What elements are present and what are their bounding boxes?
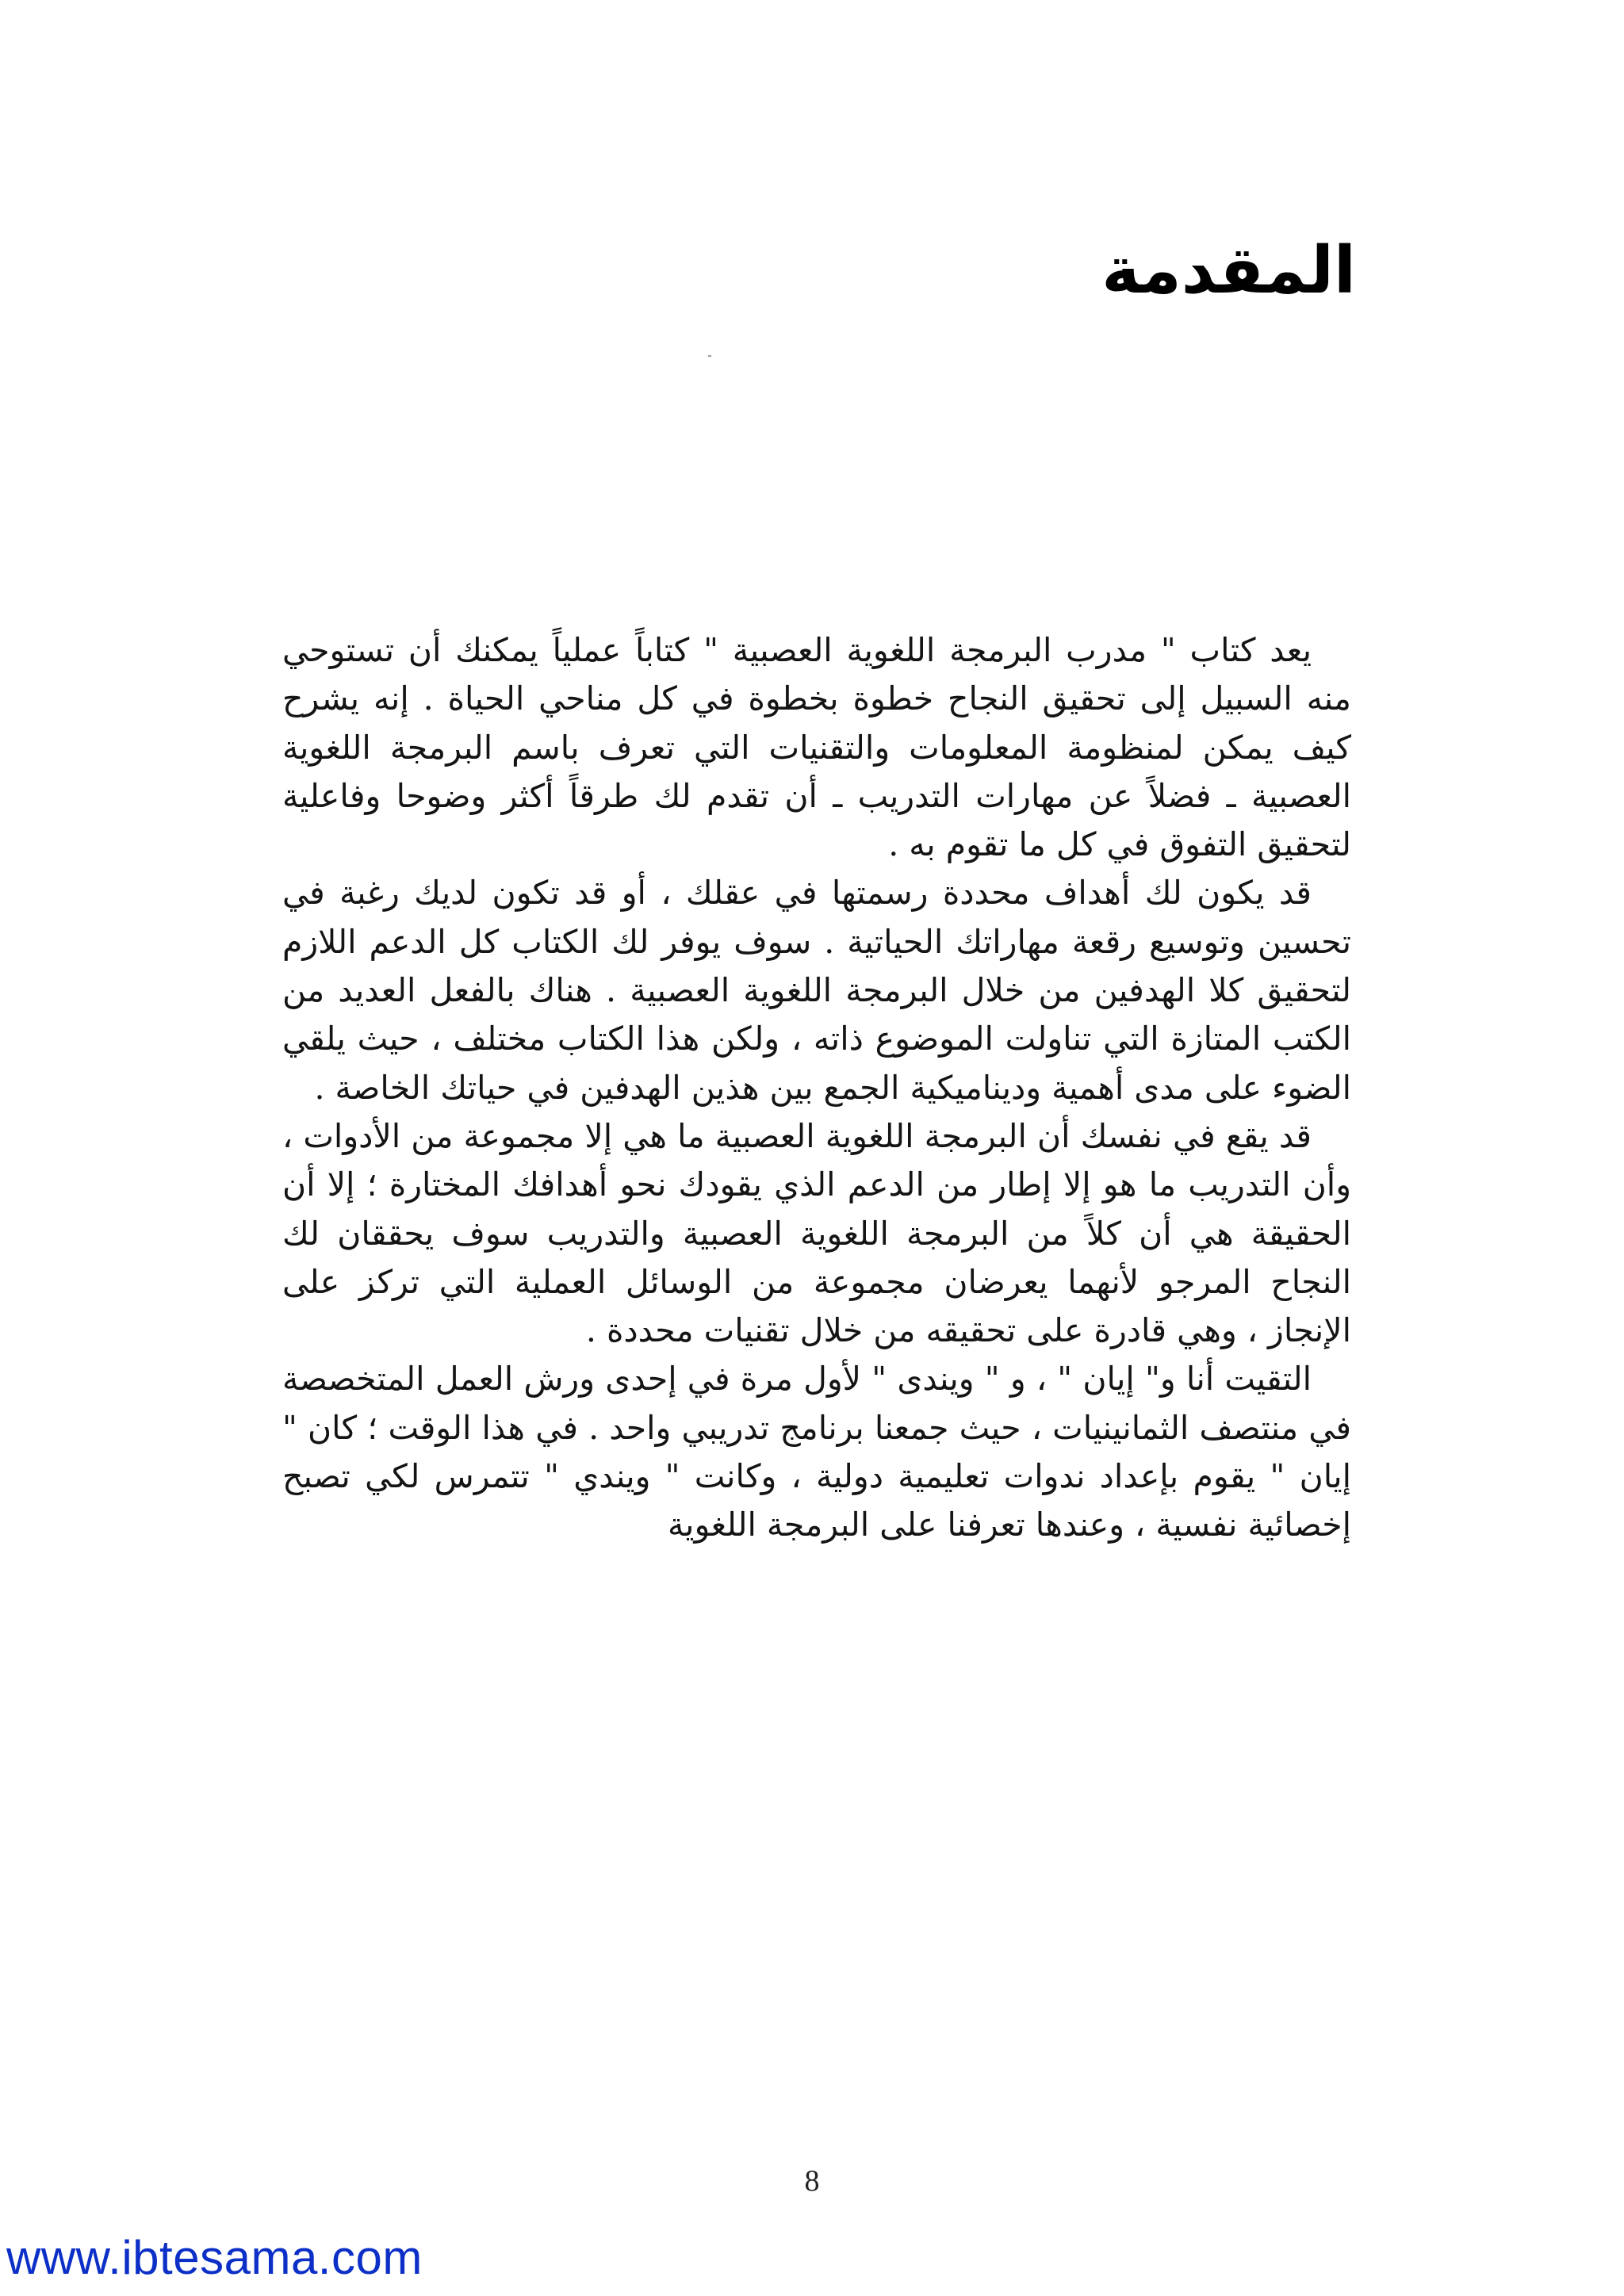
paragraph-2: قد يكون لك أهداف محددة رسمتها في عقلك ، أو قد تكون لديك رغبة في تحسين وتوسيع رقعة مهاراتك الحياتية . سوف يوفر لك الكتاب كل الدعم اللازم لتحقيق كلا الهدفين من خلال البرمجة اللغوية العصبية . هناك بالفعل العديد من الكتب المتازة التي تناولت الموضوع ذاته ، ولكن هذا الكتاب مختلف ، حيث يلقي الضوء على مدى أهمية وديناميكية الجمع بين هذين الهدفين في حياتك الخاصة . (282, 874, 1351, 1107)
chapter-title: المقدمة (1101, 233, 1356, 308)
body-text (282, 626, 1351, 1550)
paragraph-3: قد يقع في نفسك أن البرمجة اللغوية العصبية ما هي إلا مجموعة من الأدوات ، وأن التدريب ما هو إلا إطار من الدعم الذي يقودك نحو أهدافك المختارة ؛ إلا أن الحقيقة هي أن كلاً من البرمجة اللغوية العصبية والتدريب سوف يحققان لك النجاح المرجو لأنهما يعرضان مجموعة من الوسائل العملية التي تركز على الإنجاز ، وهي قادرة على تحقيقه من خلال تقنيات محددة . (282, 1116, 1351, 1350)
scan-speck (708, 355, 711, 357)
paragraph-4: التقيت أنا و" إيان " ، و " ويندى " لأول مرة في إحدى ورش العمل المتخصصة في منتصف الثمانينيات ، حيث جمعنا برنامج تدريبي واحد . في هذا الوقت ؛ كان " إيان " يقوم بإعداد ندوات تعليمية دولية ، وكانت " ويندي " تتمرس لكي تصبح إخصائية نفسية ، وعندها تعرفنا على البرمجة اللغوية (282, 1360, 1351, 1544)
watermark-url: www.ibtesama.com (6, 2231, 423, 2284)
page-number: 8 (804, 2164, 820, 2198)
paragraph-1: يعد كتاب " مدرب البرمجة اللغوية العصبية " كتاباً عملياً يمكنك أن تستوحي منه السبيل إلى تحقيق النجاح خطوة بخطوة في كل مناحي الحياة . إنه يشرح كيف يمكن لمنظومة المعلومات والتقنيات التي تعرف باسم البرمجة اللغوية العصبية ـ فضلاً عن مهارات التدريب ـ أن تقدم لك طرقاً أكثر وضوحا وفاعلية لتحقيق التفوق في كل ما تقوم به . (282, 631, 1351, 864)
